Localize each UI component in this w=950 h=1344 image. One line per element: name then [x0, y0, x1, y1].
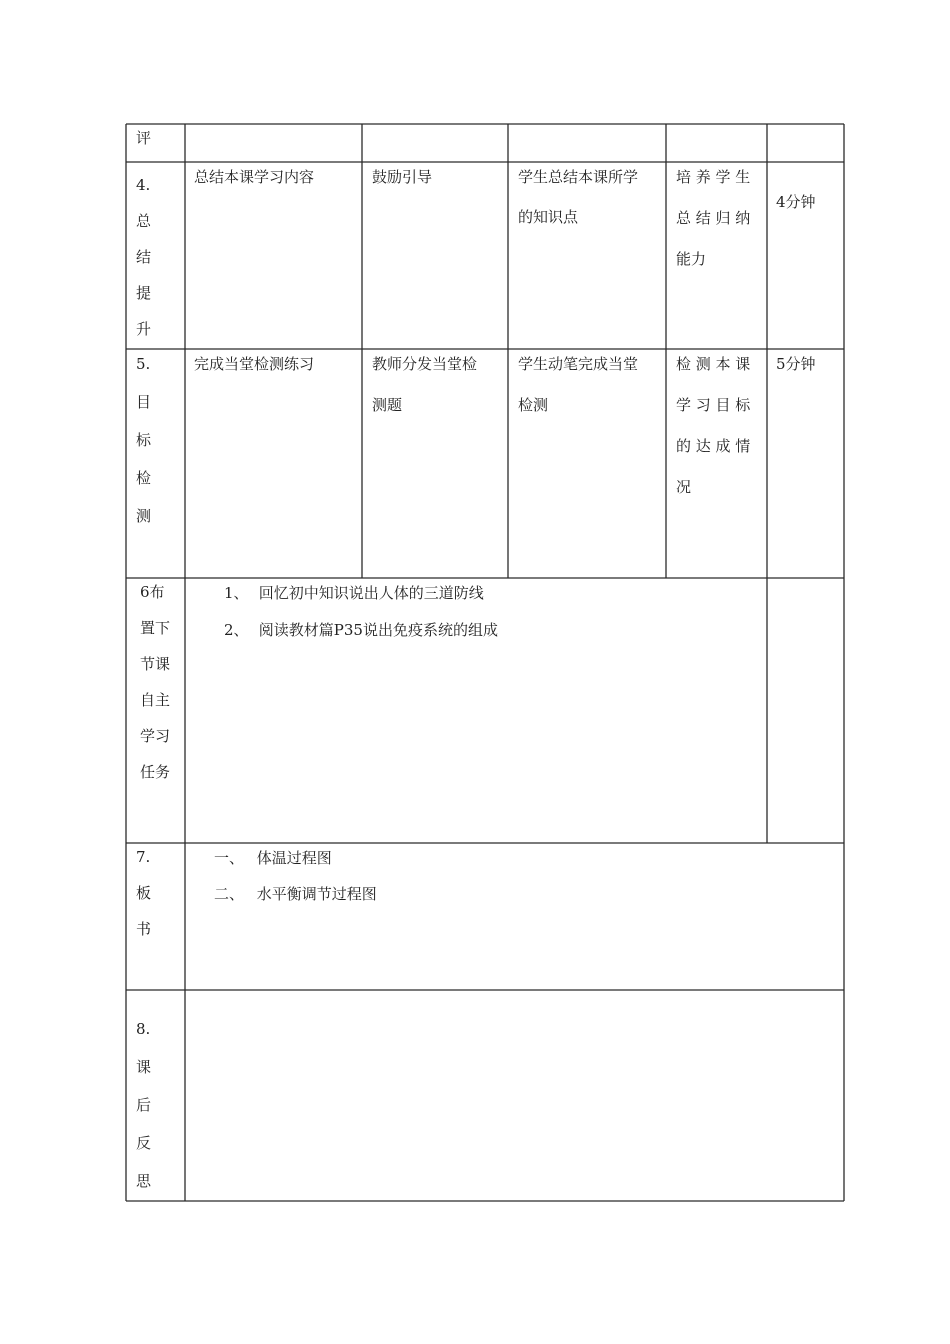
- row5-teacher: 教师分发当堂检 测题: [372, 355, 478, 414]
- row5-content: 完成当堂检测练习: [194, 355, 315, 373]
- row5-student: 学生动笔完成当堂 检测: [518, 355, 639, 414]
- row4-content: 总结本课学习内容: [194, 168, 315, 186]
- row4-intent: 培 养 学 生 总 结 归 纳 能力: [676, 168, 751, 268]
- row5-intent: 检 测 本 课 学 习 目 标 的 达 成 情 况: [676, 355, 751, 496]
- row4-time: 4分钟: [776, 193, 816, 211]
- row4-student: 学生总结本课所学 的知识点: [518, 168, 639, 226]
- row4-label-line: 结: [136, 248, 152, 266]
- row4-label-line: 提: [136, 284, 152, 302]
- row4-label-line: 4.: [136, 176, 151, 194]
- row7-label: 7. 板 书: [136, 848, 152, 938]
- row4-label: [136, 167, 151, 347]
- row5-label: 5. 目 标 检 测: [136, 355, 152, 525]
- row3-label-text: 评: [136, 129, 152, 147]
- row6-label: 6布 置下 节课 自主 学习 任务: [140, 583, 171, 781]
- list-item: 1、 回忆初中知识说出人体的三道防线: [224, 584, 484, 602]
- list-item: 一、 体温过程图: [214, 849, 332, 867]
- row4-teacher: 鼓励引导: [372, 168, 433, 186]
- row3-label: [136, 128, 151, 148]
- list-item: 2、 阅读教材篇P35说出免疫系统的组成: [224, 621, 498, 639]
- row4-label-line: 升: [136, 320, 152, 338]
- row4-label-line: 总: [136, 212, 152, 230]
- list-item: 二、 水平衡调节过程图: [214, 885, 377, 903]
- row8-label: 8. 课 后 反 思: [136, 1020, 152, 1190]
- row5-time: 5分钟: [776, 355, 816, 373]
